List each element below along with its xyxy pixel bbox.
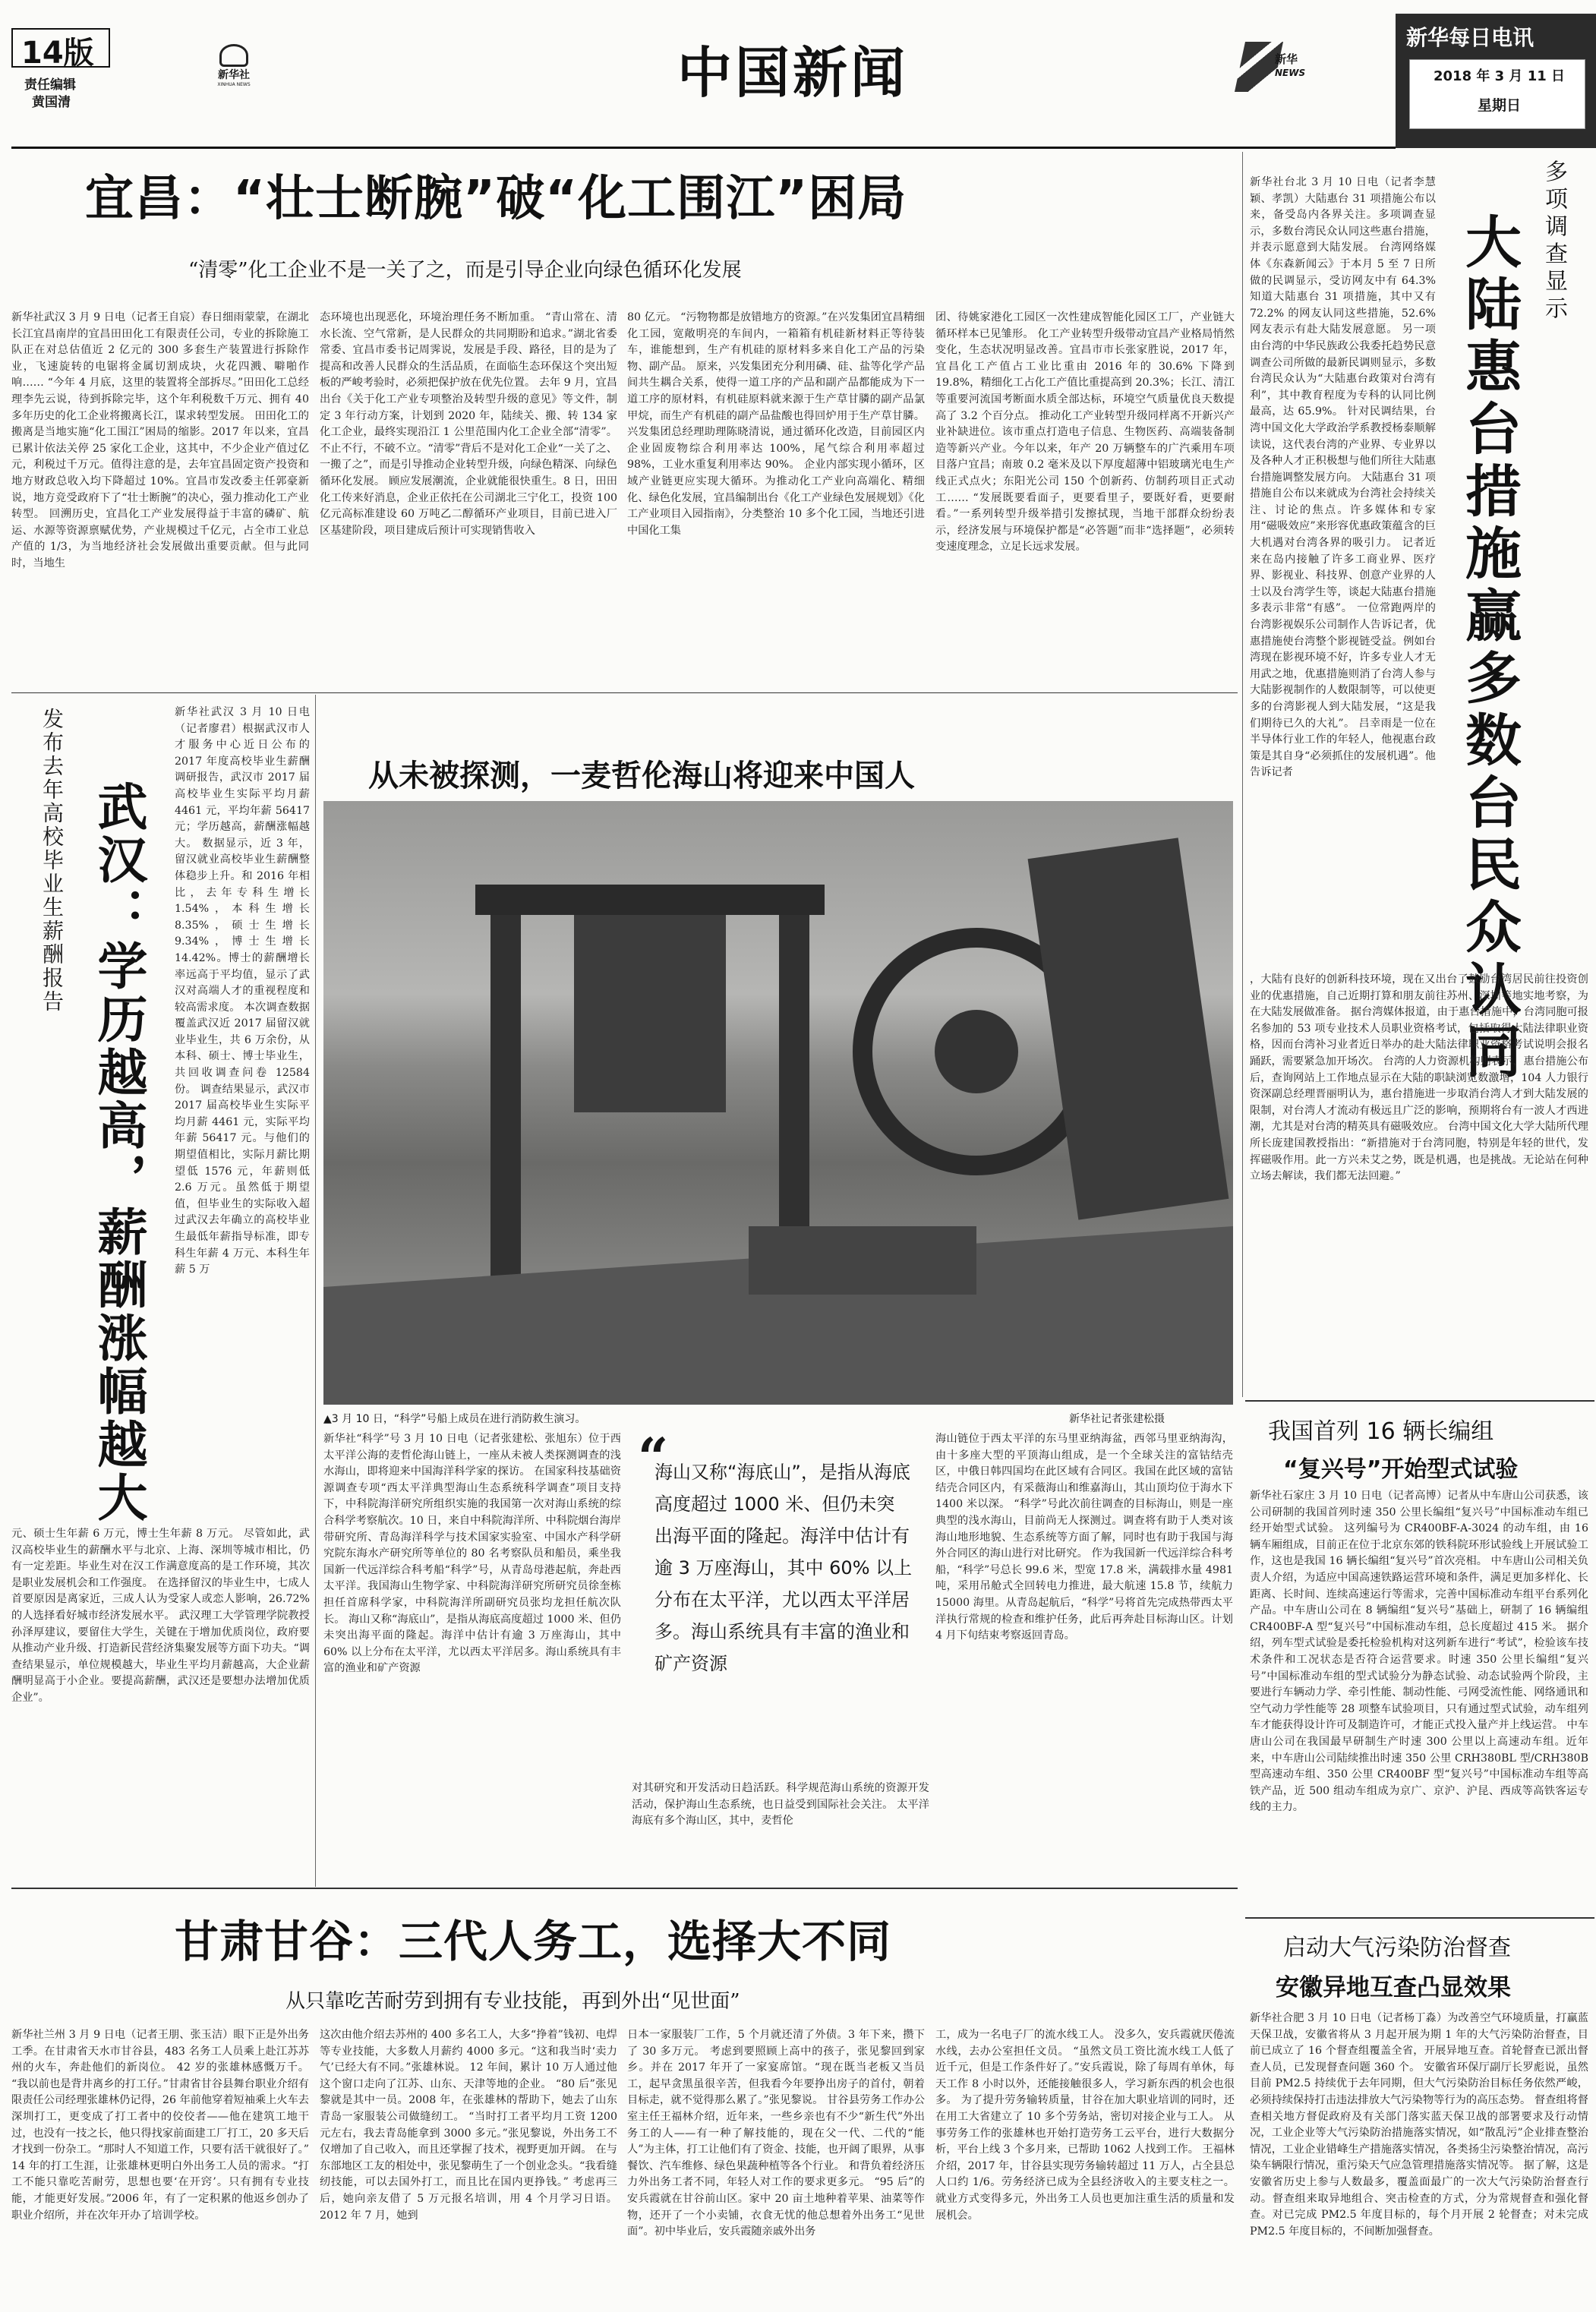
page-number: 14版 <box>21 36 94 71</box>
train-bottom-rule <box>1245 1917 1594 1919</box>
train-title-1: 我国首列 16 辆长编组 <box>1268 1418 1494 1445</box>
gansu-col-1: 新华社兰州 3 月 9 日电（记者王朋、张玉洁）眼下正是外出务工季。在甘肃省天水市甘谷县，483 名务工人员乘上赴江苏苏州的火车，奔赴他们的新岗位。 42 岁的张雄林感慨万千。 “我以前也是背井离乡的打工仔。”甘肃省甘谷县舞台职业介绍有限责任公司经理张雄林仍记得，26 年前他穿着短袖乘上火车去深圳打工，更变成了打工者中的佼佼者——他在建筑工地干过，也没有一技之长，他只得找家前面建工厂打工，20 多天后才找到一份杂工。“那时人不知道工作，只要有活干就很好了。” 14 年的打工生涯，让张雄林更明白外出务工人员的需求。“打工不能只靠吃苦耐劳，思想也要‘在开窍’。只有拥有专业技能，才能更好发展。”2006 年，有了一定积累的他返乡创办了职业介绍所，并在次年开办了培训学校。 <box>11 2029 309 2222</box>
gansu-col-3: 日本一家服装厂工作，5 个月就还清了外债。3 年下来，攒下了 30 多万元。 考虑到要照顾上高中的孩子，张见黎回到家乡。并在 2017 年开了一家宴席馆。“现在既当老板又当员工，起早贪黑虽很辛苦，但我看今年要挣出房子的首付，朝着目标走，就不觉得那么累了。”张见黎说。 甘谷县劳务工作办公室主任王福林介绍，近年来，一些乡亲也有不少“新生代”外出务工的人——有一种了解技能的，现在父一代、二代的“能人”为主体，打工让他们有了资金、技能，也开阔了眼界，从事餐饮、汽车维修、绿色果蔬种植等各个行业。 和背负着经济压力外出务工者不同，年轻人对工作的要求更多元。 “95 后”的安兵霞就在甘谷前山区。家中 20 亩土地种着苹果、油菜等作物，还开了一个小卖铺，衣食无忧的他总想着外出务工“见世面”。初中毕业后，安兵霞随亲戚外出务 <box>627 2029 925 2238</box>
ocean-pull-quote: 海山又称“海底山”，是指从海底高度超过 1000 米、但仍未突出海平面的隆起。海洋中估计有逾 3 万座海山，其中 60% 以上分布在太平洋，尤以西太平洋居多。海山系统具有丰富的渔业和矿产资源 <box>654 1462 913 1674</box>
wuhan-subtitle: 发布去年高校毕业生薪酬报告 <box>39 708 65 1014</box>
gansu-top-rule <box>11 1888 1238 1889</box>
issue-weekday: 星期日 <box>1478 97 1522 114</box>
yichang-subtitle: “清零”化工企业不是一关了之，而是引导企业向绿色循环化发展 <box>188 259 742 282</box>
brand-name: 新华每日电讯 <box>1406 25 1534 50</box>
wuhan-wide-body: 元、硕士生年薪 6 万元，博士生年薪 8 万元。 尽管如此，武汉高校毕业生的薪酬水平与北京、上海、深圳等城市相比，仍有一定差距。毕业生对在汉工作满意度高的是工作环境，其次是职业发展机会和工作强度。 在选择留汉的毕业生中，七成人首要原因是离家近，三成人认为受家人或恋人影响，26.72% 的人选择看好城市经济发展水平。 武汉理工大学管理学院教授孙泽厚建议，要留住大学生，关键在于增加优质岗位，政府要从推动产业升级、打造新民营经济集聚发展等方面下功夫。“调查结果显示，单位规模越大，毕业生平均月薪越高，大企业薪酬明显高于小企业。要提高薪酬，武汉还是要想办法增加优质企业”。 <box>11 1528 310 1704</box>
yichang-title: 宜昌：“壮士断腕”破“化工围江”困局 <box>85 171 907 227</box>
ocean-title: 从未被探测，一麦哲伦海山将迎来中国人 <box>368 758 915 793</box>
editor-name: 黄国清 <box>32 95 71 110</box>
gansu-title: 甘肃甘谷：三代人务工，选择大不同 <box>175 1916 892 1967</box>
mainland-body-bottom: ，大陆有良好的创新科技环境，现在又出台了鼓励台湾居民前往投资创业的优惠措施，自己近期打算和朋友前往苏州、深圳等地实地考察，为在大陆发展做准备。 据台湾媒体报道，由于惠台措施中，台湾同胞可报名参加的 53 项专业技术人员职业资格考试，包括取得大陆法律职业资格，因而台湾补习业者近日举办的赴大陆法律职业资格考试说明会报名踊跃，需要紧急加开场次。 台湾的人力资源机构则表示，惠台措施公布后，查询网站上工作地点显示在大陆的职缺浏览数激增，104 人力银行资深副总经理晋丽明认为，惠台措施进一步取消台湾人才到大陆发展的限制，对台湾人才流动有极远且广泛的影响，预期将台有一波人才西进潮，尤其是对台湾的精英具有磁吸效应。 台湾中国文化大学大陆所代理所长庞建国教授指出：“新措施对于台湾同胞，特别是年轻的世代，发挥磁吸作用。此一方兴未艾之势，既是机遇，也是挑战。无论站在何种立场去解读，我们都无法回避。” <box>1250 973 1588 1183</box>
train-title-2: “复兴号”开始型式试验 <box>1283 1456 1519 1483</box>
train-body: 新华社石家庄 3 月 10 日电（记者高博）记者从中车唐山公司获悉，该公司研制的我国首列时速 350 公里长编组“复兴号”中国标准动车组已经开始型式试验。 这列编号为 CR400BF-A-3024 的动车组，由 16 辆车厢组成，目前正在位于北京东郊的铁科院环形试验线上开展试验工作，这也是我国 16 辆长编组“复兴号”首次亮相。 中车唐山公司相关负责人介绍，为适应中国高速铁路运营环境和条件，满足更加多样化、长距离、长时间、连续高速运行等需求，完善中国标准动车组平台系列化产品。中车唐山公司在 8 辆编组“复兴号”基础上，研制了 16 辆编组 CR400BF-A 型“复兴号”中国标准动车组，总长度超过 415 米。 据介绍，列车型式试验是委托检验机构对这列新车进行“考试”，检验该车技术条件和工况状态是否符合运营要求。时速 350 公里长编组“复兴号”中国标准动车组的型式试验分为静态试验、动态试验两个阶段，主要进行车辆动力学、牵引性能、制动性能、弓网受流性能、网络通讯和空气动力学性能等 28 项整车试验项目，只有通过型式试验，动车组列车才能获得设计许可及制造许可，才能正式投入量产并上线运营。 中车唐山公司在我国最早研制生产时速 300 公里以上高速动车组。近年来，中车唐山公司陆续推出时速 350 公里 CRH380BL 型/CRH380B 型高速动车组、350 公里 CR400BF 型“复兴号”中国标准动车组等高铁产品，近 500 组动车组成为京广、京沪、沪昆、西成等高铁客运专线的主力。 <box>1250 1490 1588 1814</box>
yichang-bottom-rule <box>11 692 1238 693</box>
gantry-frame <box>475 885 825 915</box>
mainland-body-top: 新华社台北 3 月 10 日电（记者李慧颖、孝凯）大陆惠台 31 项措施公布以来，备受岛内各界关注。多项调查显示，多数台湾民众认同这些惠台措施，并表示愿意到大陆发展。 台湾网络媒体《东森新闻云》于本月 5 至 7 日所做的民调显示，受访网友中有 64.3% 知道大陆惠台 31 项措施，其中又有 72.2% 的网友认同这些措施，52.6% 网友表示有赴大陆发展意愿。 另一项由台湾的中华民族政公我委托趋势民意调查公司所做的最新民调则显示，多数台湾民众认为“大陆惠台政策对台湾有利”，其中教育程度为专科的认同比例最高，达 65.9%。 针对民调结果，台湾中国文化大学政治学系教授杨泰顺解读说，这代表台湾的产业界、专业界以及各种人才正积极想与他们所往大陆惠台措施调整发展方向。 大陆惠台 31 项措施自公布以来就成为台湾社会持续关注、讨论的焦点。许多媒体和专家用“磁吸效应”来形容优惠政策蕴含的巨大机遇对台湾各界的吸引力。 记者近来在岛内接触了许多工商业界、医疗界、影视业、科技界、创意产业界的人士以及台湾学生等，谈起大陆惠台措施多表示非常“有感”。 一位常跑两岸的台湾影视娱乐公司制作人告诉记者，优惠措施使台湾整个影视链受益。例如台湾现在影视环境不好，许多专业人才无用武之地，优惠措施则消了台湾人参与大陆影视制作的人数限制等，可以使更多的台湾影视人到大陆发展，“这是我们期待已久的大礼”。 吕幸雨是一位在半导体行业工作的年轻人，他视惠台政策是其自身“必须抓住的发展机遇”。他告诉记者 <box>1250 176 1436 779</box>
mainland-bottom-rule <box>1245 1400 1594 1402</box>
mainland-subtitle: 多项调查显示 <box>1541 159 1567 323</box>
news-logo-icon <box>1235 42 1283 92</box>
air-title-1: 启动大气污染防治督查 <box>1283 1935 1511 1961</box>
yichang-col-1: 新华社武汉 3 月 9 日电（记者王自宸）春日细雨蒙蒙，在湖北长江宜昌南岸的宜昌田田化工有限责任公司，专业的拆除施工队正在对总估值近 2 亿元的 300 多套生产装置进行拆除作业，飞速旋转的电锯将金属切割成块，火花四溅、噼啪作响…… “今年 4 月底，这里的装置将全部拆尽。”田田化工总经理李先云说，待到拆除完毕，这个年利税数千万元、拥有 40 多年历史的化工企业将搬离长江，谋求转型发展。 田田化工的搬离是当地实施“化工围江”困局的缩影。2017 年以来，宜昌已累计依法关停 25 家化工企业，这其中，不少企业产值过亿元，利税过千万元。值得注意的是，去年宜昌固定资产投资和地方财政总收入均下降超过 10%。宜昌市发改委主任郭豪新说，地方竞受政府下了“壮士断腕”的决心，强力推动化工产业转型。 回溯历史，宜昌化工产业发展得益于丰富的磷矿、航运、水源等资源禀赋优势，产业规模过千亿元，占全市工业总产值的 1/3，为当地经济社会发展做出重要贡献。但与此同时，当地生 <box>11 311 309 569</box>
ship-deck-illustration <box>323 801 1233 1405</box>
ocean-col-1: 新华社“科学”号 3 月 10 日电（记者张建松、张旭东）位于西太平洋公海的麦哲伦海山链上，一座从未被人类探测调查的浅水海山，即将迎来中国海洋科学家的探访。 在国家科技基础资源调查专项“西太平洋典型海山生态系统科学调查”项目支持下，中科院海洋研究所组织实施的我国第一次对海山系统的综合科学考察航次。10 日，来自中科院海洋所、中科院烟台海岸带研究所、青岛海洋科学与技术国家实验室、中国水产科学研究院东海水产研究所等单位的 80 名考察队员和船员，乘坐我国新一代远洋综合科考船“科学”号，从青岛母港起航，奔赴西太平洋。我国海山生物学家、中科院海洋研究所研究员徐奎栋担任首席科学家，中科院海洋所副研究员张均龙担任航次队长。 海山又称“海底山”，是指从海底高度超过 1000 米、但仍未突出海平面的隆起。海洋中估计有逾 3 万座海山，其中 60% 以上分布在太平洋，尤以西太平洋居多。海山系统具有丰富的渔业和矿产资源 <box>323 1433 621 1675</box>
yichang-col-3: 80 亿元。 “污物物都是放错地方的资源。”在兴发集团宜昌精细化工园，宽敞明亮的车间内，一箱箱有机硅新材料正等待装车，谁能想到，生产有机硅的原材料多来自化工产品的污染物、副产品。 原来，兴发集团充分利用磷、硅、盐等化学产品间共生耦合关系，使得一道工序的产品和副产品都能成为下一道工序的原材料，有机硅原料就来源于生产草甘膦的副产品氯甲烷，而生产有机硅的副产品盐酸也得回炉用于生产草甘膦。 兴发集团总经理助理陈晓清说，通过循环化改造，目前园区内企业固废物综合利用率达 100%，尾气综合利用率超过 98%，工业水重复利用率达 90%。 企业内部实现小循环，区域产业链更应实现大循环。为推动化工产业向高端化、精细化、绿色化发展，宜昌编制出台《化工产业绿色发展规划》《化工产业项目入园指南》，分类整治 10 多个化工园，当地还引进中国化工集 <box>627 311 925 537</box>
mainland-title: 大陆惠台措施赢多数台民众认同 <box>1456 213 1522 1084</box>
yichang-col-2: 态环境也出现恶化，环境治理任务不断加重。 “青山常在、清水长流、空气常新，是人民群众的共同期盼和追求。”湖北省委常委、宜昌市委书记周霁说，发展是手段、路径，目的是为了提高和改善人民群众的生活品质，在面临生态环保这个突出短板的严峻考验时，必须把保护放在优先位置。 去年 9 月，宜昌出台《关于化工产业专项整治及转型升级的意见》等文件，制定 3 年行动方案，计划到 2020 年，陆续关、搬、转 134 家化工企业，最终实现沿江 1 公里范围内化工企业全部“清零”。 不止不行，不破不立。“清零”背后不是对化工企业“一关了之、一搬了之”，而是引导推动企业转型升级，向绿色精深、向绿色循环化发展。 顾应发展潮流，企业就能很快重生。8 日，田田化工传来好消息，企业正依托在公司湖北三宁化工，投资 100 亿元高标准建设 60 万吨乙二醇循环产业项目，目前已进入厂区基建阶段，项目建成后预计可实现销售收入 <box>320 311 617 537</box>
gansu-col-4: 工，成为一名电子厂的流水线工人。 没多久，安兵霞就厌倦流水线，去办公室担任文员。 “虽然文员工资比流水线工人低了近千元，但是工作条件好了。”安兵霞说，除了每周有单休，每天工作 8 小时以外，还能接触很多人，学习新东西的机会也很多。 为了提升劳务输转质量，甘谷在加大职业培训的同时，还在用工大省建立了 10 多个劳务站，密切对接企业与工人。 从事劳务工作的张雄林也开始打造劳务工云平台，进行大数据分析，平台上线 3 个多月来，已帮助 1062 人找到工作。 王福林介绍，2017 年，甘谷县实现劳务输转超过 11 万人，占全县总人口约 1/6。劳务经济已成为全县经济收入的主要支柱之一。就业方式变得多元，外出务工人员也更加注重生活的质量和发展机会。 <box>935 2029 1235 2222</box>
masthead-rule <box>11 147 1396 149</box>
news-logo: 新华 NEWS <box>1240 42 1301 95</box>
ocean-photo <box>323 801 1233 1405</box>
air-title-2: 安徽异地互查凸显效果 <box>1276 1974 1511 2001</box>
ocean-photo-credit: 新华社记者张建松摄 <box>1069 1413 1165 1425</box>
section-title: 中国新闻 <box>677 41 909 105</box>
wuhan-title: 武汉：学历越高，薪酬涨幅越大 <box>89 781 147 1525</box>
wuhan-narrow-body: 新华社武汉 3 月 10 日电（记者廖君）根据武汉市人才服务中心近日公布的 2017 年度高校毕业生薪酬调研报告，武汉市 2017 届高校毕业生实际平均月薪 4461 元，平均年薪 56417 元；学历越高，薪酬涨幅越大。 数据显示，近 3 年，留汉就业高校毕业生薪酬整体稳步上升。和 2016 年相比，去年专科生增长 1.54%，本科生增长 8.35%，硕士生增长 9.34%，博士生增长 14.42%。博士的薪酬增长率远高于平均值，显示了武汉对高端人才的重视程度和较高需求度。 本次调查数据覆盖武汉近 2017 届留汉就业毕业生，共 6 万余份，从本科、硕士、博士毕业生，共回收调查问卷 12584 份。 调查结果显示，武汉市 2017 届高校毕业生实际平均月薪 4461 元，实际平均年薪 56417 元。与他们的期望值相比，实际月薪比期望低 1576 元，年薪则低 2.6 万元。虽然低于期望值，但毕业生的实际收入超过武汉去年确立的高校毕业生最低年薪指导标准，即专科生年薪 4 万元、本科生年薪 5 万 <box>175 706 310 1276</box>
masthead <box>0 0 1596 148</box>
quote-mark: “ <box>638 1426 669 1489</box>
xinhua-logo-icon <box>219 44 248 67</box>
yichang-col-4: 团、待姚家港化工园区一次性建成智能化园区工厂，产业链大循环样本已见雏形。 化工产业转型升级带动宜昌产业格局悄然变化，生态状况明显改善。宜昌市市长张家胜说，2017 年，宜昌化工产值占工业比重由 2016 年的 30.6% 下降到 19.8%，精细化工占化工产值比重提高到 20.3%；长江、清江等重要河流国考断面水质全部达标，环境空气质量优良天数提高了 3.2 个百分点。 推动化工产业转型升级同样离不开新兴产业补缺进位。该市重点打造电子信息、生物医药、高端装备制造等新兴产业。今年以来，年产 20 万辆整车的广汽乘用车项目落户宜昌；南玻 0.2 毫米及以下厚度超薄中铝玻璃光电生产线正式点火；东阳光公司 150 个创新药、仿制药项目正式动工…… “发展既要看面子，更要看里子，要既好看，更要耐看。”一系列转型升级举措引发擦拭现，当地干部群众纷纷表示，经济发展与环境保护都是“必答题”而非“选择题”，必须转变速度理念，立足长远求发展。 <box>935 311 1235 554</box>
editor-label: 责任编辑 <box>24 77 76 93</box>
ocean-col-2: 对其研究和开发活动日趋活跃。科学规范海山系统的资源开发活动，保护海山生态系统，也日益受到国际社会关注。 太平洋海底有多个海山区，其中，麦哲伦 <box>632 1782 929 1828</box>
xinhua-logo: 新华社 XINHUA NEWS <box>207 44 260 91</box>
air-body: 新华社合肥 3 月 10 日电（记者杨丁淼）为改善空气环境质量，打赢蓝天保卫战，安徽省将从 3 月起开展为期 1 年的大气污染防治督查，目前已成立了 16 个督查组覆盖全省，开展异地互查。首轮督查已派出督查人员，已发现督查问题 360 个。 安徽省环保厅副厅长罗彪说，虽然目前 PM2.5 持续优于去年同期，但大气污染防治目标任务依然严峻，必须持续保持打击违法排放大气污染物等行为的高压态势。 督查组将督查相关地方督促政府及有关部门落实蓝天保卫战的部署要求及行动情况，工业企业等大气污染防治措施落实情况，如“散乱污”企业排查整治情况，工业企业错峰生产措施落实情况，各类扬尘污染整治情况，高污染车辆限行情况，重污染天气应急管理措施落实情况等。 据了解，这是安徽省历史上参与人数最多，覆盖面最广的一次大气污染防治督查行动。督查组来取异地组合、突击检查的方式，分为常规督查和强化督查。对已完成 PM2.5 年度目标的，每个月开展 2 轮督查；对未完成 PM2.5 年度目标的，不间断加强督查。 <box>1250 2012 1588 2238</box>
gansu-col-2: 这次由他介绍去苏州的 400 多名工人，大多“挣着”钱初、电焊等专业技能，大多数人月薪约 4000 多元。“这和我当时‘卖力气’已经大有不同。”张雄林说。 12 年间，累计 10 万人通过他这个窗口走向了江苏、山东、天津等地的企业。 “80 后”张见黎就是其中一员。2008 年，在张雄林的帮助下，她去了山东青岛一家服装公司做缝纫工。 “当时打工者平均月工资 1200 元左右，我去青岛能拿到 3000 多元。”张见黎说，外出务工不仅增加了自己收入，而且还掌握了技术，视野更加开阔。 在与东部地区工友的相处中，张见黎萌生了一个创业念头。“我看缝纫技能，可以去国外打工，而且比在国内更挣钱。” 考虑再三后，她向亲友借了 5 万元报名培训，用 4 个月学习日语。2012 年 7 月，她到 <box>320 2029 617 2222</box>
mainland-divider <box>1242 152 1243 1397</box>
gansu-subtitle: 从只靠吃苦耐劳到拥有专业技能，再到外出“见世面” <box>285 1990 740 2013</box>
ocean-photo-caption: ▲3 月 10 日，“科学”号船上成员在进行消防救生演习。 <box>323 1413 586 1425</box>
ocean-col-3: 海山链位于西太平洋的东马里亚纳海盆，西邻马里亚纳海沟，由十多座大型的平顶海山组成，是一个全球关注的富钴结壳区，中俄日韩四国均在此区域有合同区。我国在此区域的富钴结壳合同区内，有采薇海山和维嘉海山，其山顶均位于海水下 1400 米以深。 “科学”号此次前往调查的目标海山，则是一座典型的浅水海山，目前尚无人探测过。调查将有助于人类对该海山地形地貌、生态系统等方面了解，同时也有助于我国与海外合同区的海山进行对比研究。 作为我国新一代远洋综合科考船，“科学”号总长 99.6 米，型宽 17.8 米，满载排水量 4981 吨，采用吊舱式全回转电力推进，最大航速 15.8 节，续航力 15000 海里。从青岛起航后，“科学”号将首先完成热带西太平洋执行常规的检查和维护任务，此后再奔赴目标海山区。计划 4 月下旬结束考察返回青岛。 <box>935 1433 1233 1642</box>
wuhan-divider <box>315 695 316 1887</box>
issue-date: 2018 年 3 月 11 日 <box>1434 68 1566 84</box>
